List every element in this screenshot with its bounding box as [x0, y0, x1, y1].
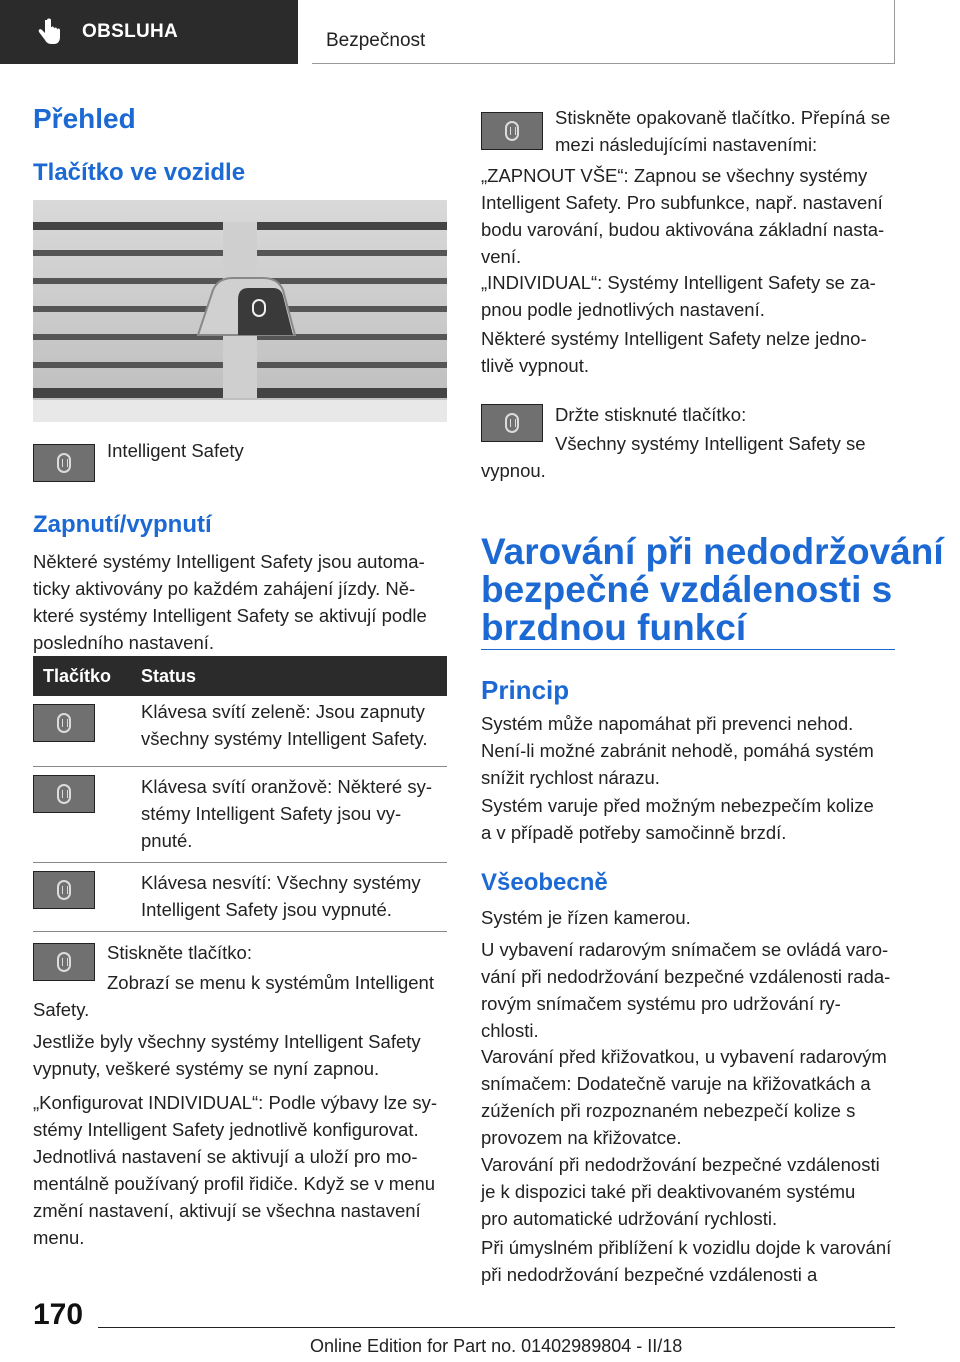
table-header-button: Tlačítko — [33, 656, 141, 696]
section-title: Bezpečnost — [326, 30, 426, 51]
intelligent-safety-icon — [57, 713, 71, 733]
intelligent-safety-icon — [57, 784, 71, 804]
button-caption: Intelligent Safety — [107, 440, 244, 461]
heading-principle: Princip — [481, 675, 570, 705]
table-row: Klávesa nesvítí: Všechny systémy Intelligent Safety jsou vypnuté. — [33, 863, 447, 932]
paragraph-general-1: Systém je řízen kamerou. — [481, 907, 691, 928]
paragraph-principle-1: Systém může napomáhat při prevenci nehod. Není-li možné zabránit nehodě, pomáhá systém snížit rychlost nárazu. — [481, 713, 874, 788]
footer-rule — [98, 1327, 895, 1328]
paragraph-general-4: Varování při nedodržování bezpečné vzdálenosti je k dispozici také při deaktivovaném systému pro automatické udržování rychlosti. — [481, 1154, 880, 1229]
edition-note: Online Edition for Part no. 01402989804 - II/18 — [310, 1336, 683, 1356]
heading-general: Všeobecně — [481, 869, 608, 896]
hold-instruction: Držte stisknuté tlačítko: — [555, 404, 747, 425]
press-instruction: Stiskněte tlačítko: — [107, 942, 252, 963]
button-photo — [33, 200, 447, 422]
status-off-button — [33, 871, 95, 909]
press-result-cont: Safety. — [33, 999, 90, 1020]
intelligent-safety-button-press[interactable] — [33, 943, 95, 981]
paragraph-general-3: Varování před křižovatkou, u vybavení radarovým snímačem: Dodatečně varuje na křižovatkách a zúženích při rozpoznaném nebezpečí kolize s provozem na křižovatce. — [481, 1046, 887, 1148]
heading-button-in-vehicle: Tlačítko ve vozidle — [33, 159, 246, 186]
chapter-label: OBSLUHA — [82, 21, 179, 42]
paragraph-some: Některé systémy Intelligent Safety nelze jedno- tlivě vypnout. — [481, 328, 867, 376]
hold-result-cont: vypnou. — [481, 460, 546, 481]
table-header-status: Status — [141, 656, 447, 696]
heading-overview: Přehled — [33, 103, 136, 134]
status-orange-button — [33, 775, 95, 813]
section-header — [312, 0, 895, 64]
paragraph-individual: „INDIVIDUAL“: Systémy Intelligent Safety se za- pnou podle jednotlivých nastavení. — [481, 272, 876, 320]
paragraph-general-2: U vybavení radarovým snímačem se ovládá varo- vání při nedodržování bezpečné vzdálenosti rada- rovým snímačem systému pro udržování ry- chlosti. — [481, 939, 891, 1041]
paragraph-configure: „Konfigurovat INDIVIDUAL“: Podle výbavy lze sy- stémy Intelligent Safety jednotlivě konfigurovat. Jednotlivá nastavení se aktivují a uloží pro mo- mentálně používaný profil řidiče. Když se v menu změní nastavení, aktivují se všechna nastavení menu. — [33, 1092, 438, 1248]
intelligent-safety-button-repeat[interactable] — [481, 112, 543, 150]
table-row: Klávesa svítí oranžově: Některé sy- stémy Intelligent Safety jsou vy- pnuté. — [33, 767, 447, 863]
heading-distance-warning: Varování při nedodržování bezpečné vzdálenosti s brzdnou funkcí — [481, 531, 944, 648]
table-row: Klávesa svítí zeleně: Jsou zapnuty všechny systémy Intelligent Safety. — [33, 696, 447, 767]
paragraph-principle-2: Systém varuje před možným nebezpečím kolize a v případě potřeby samočinně brzdí. — [481, 795, 874, 843]
paragraph-general-5: Při úmyslném přiblížení k vozidlu dojde k varování při nedodržování bezpečné vzdálenosti a — [481, 1237, 892, 1285]
press-result: Zobrazí se menu k systémům Intelligent — [107, 972, 434, 993]
repeat-instruction: Stiskněte opakovaně tlačítko. Přepíná se mezi následujícími nastaveními: — [555, 107, 891, 155]
intelligent-safety-icon — [57, 880, 71, 900]
heading-on-off: Zapnutí/vypnutí — [33, 511, 212, 538]
hand-pointer-icon — [36, 18, 64, 46]
page-number: 170 — [33, 1298, 84, 1331]
status-green-button — [33, 704, 95, 742]
intelligent-safety-icon — [57, 952, 71, 972]
intelligent-safety-icon — [57, 453, 71, 473]
paragraph-on-all: „ZAPNOUT VŠE“: Zapnou se všechny systémy Intelligent Safety. Pro subfunkce, např. nastavení bodu varování, budou aktivována základní nasta- vení. — [481, 165, 885, 267]
intelligent-safety-button-hold[interactable] — [481, 404, 543, 442]
chapter-tab — [0, 0, 298, 64]
intelligent-safety-icon — [505, 121, 519, 141]
intelligent-safety-icon — [505, 413, 519, 433]
paragraph-all-on: Jestliže byly všechny systémy Intelligent Safety vypnuty, veškeré systémy se nyní zapnou. — [33, 1031, 421, 1079]
hold-result: Všechny systémy Intelligent Safety se — [555, 433, 866, 454]
intelligent-safety-button[interactable] — [33, 444, 95, 482]
paragraph-on-off: Některé systémy Intelligent Safety jsou automa- ticky aktivovány po každém zahájení jízdy. Ně- které systémy Intelligent Safety se aktivují podle posledního nastavení. — [33, 551, 427, 653]
heading-rule — [481, 649, 895, 650]
status-table — [33, 656, 447, 932]
